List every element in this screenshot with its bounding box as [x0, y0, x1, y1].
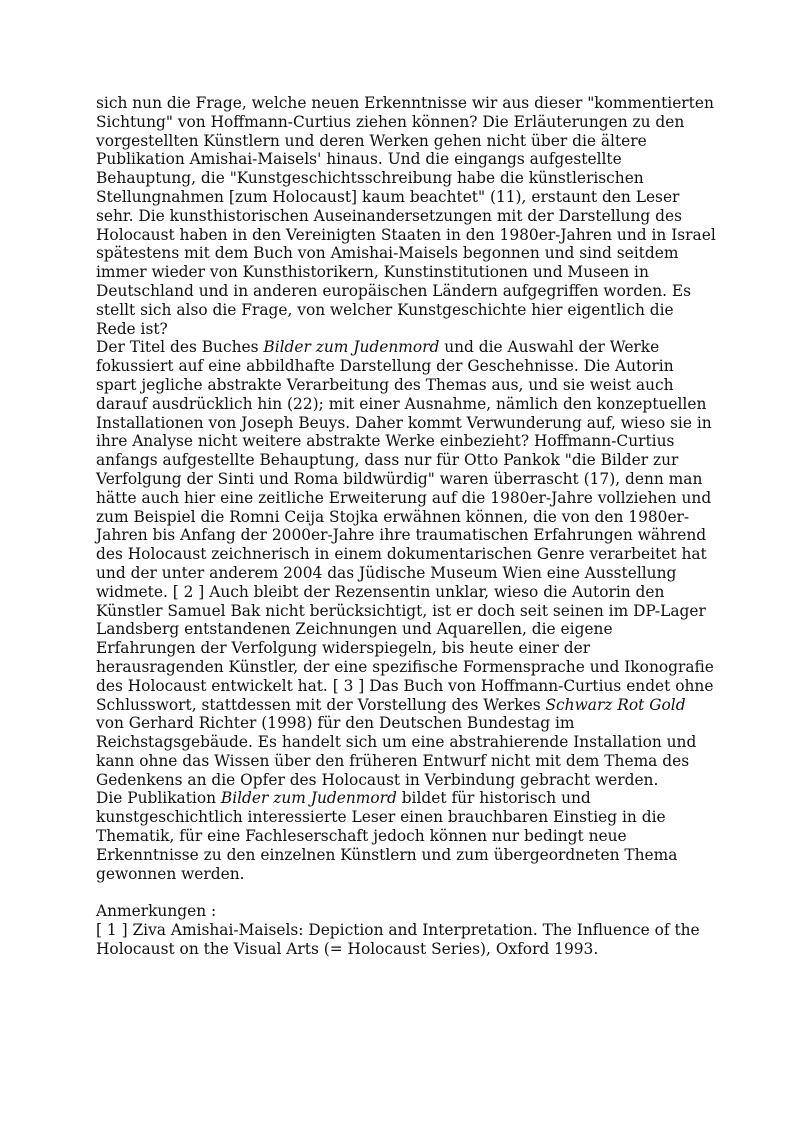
paragraph-2-text-b: und die Auswahl der Werke fokussiert auf eine abbildhafte Darstellung der Geschehnisse. Die Autorin spart jegliche abstrakte Verarbeitung des Themas aus, und sie weist auch darauf ausdrücklich hin (22); mit einer Ausnahme, nämlich den konzeptuellen Installationen von Joseph Beuys. Daher kommt Verwunderung auf, wieso sie in ihre Analyse nicht weitere abstrakte Werke einbezieht? Hoffmann-Curtius anfangs aufgestellte Behauptung, dass nur für Otto Pankok "die Bilder zur Verfolgung der Sinti und Roma bildwürdig" waren überrascht (17), denn man hätte auch hier eine zeitliche Erweiterung auf die 1980er-Jahre vollziehen und zum Beispiel die Romni Ceija Stojka erwähnen können, die von den 1980er-Jahren bis Anfang der 2000er-Jahre ihre traumatischen Erfahrungen während des Holocaust zeichnerisch in einem dokumentarischen Genre verarbeitet hat und der unter anderem 2004 das Jüdische Museum Wien eine Ausstellung widmete. [ 2 ] Auch bleibt der Rezensentin unklar, wieso die Autorin den Künstler Samuel Bak nicht berücksichtigt, ist er doch seit seinen im DP-Lager Landsberg entstandenen Zeichnungen und Aquarellen, die eigene Erfahrungen der Verfolgung widerspiegeln, bis heute einer der herausragenden Künstler, der eine spezifische Formensprache und Ikonografie des Holocaust entwickelt hat. [ 3 ] Das Buch von Hoffmann-Curtius endet ohne Schlusswort, stattdessen mit der Vorstellung des Werkes [96, 338, 714, 714]
paragraph-2 [96, 338, 716, 789]
paragraph-2-text-a: Der Titel des Buches [96, 338, 264, 357]
book-title: Bilder zum Judenmord [220, 789, 397, 808]
footnote-1: [ 1 ] Ziva Amishai-Maisels: Depiction and Interpretation. The Influence of the Holocaust on the Visual Arts (= Holocaust Series), Oxford 1993. [96, 921, 700, 958]
paragraph-1-text: sich nun die Frage, welche neuen Erkenntnisse wir aus dieser "kommentierten Sichtung" von Hoffmann-Curtius ziehen können? Die Erläuterungen zu den vorgestellten Künstlern und deren Werken gehen nicht über die ältere Publikation Amishai-Maisels' hinaus. Und die eingangs aufgestellte Behauptung, die "Kunstgeschichtsschreibung habe die künstlerischen Stellungnahmen [zum Holocaust] kaum beachtet" (11), erstaunt den Leser sehr. Die kunsthistorischen Auseinandersetzungen mit der Darstellung des Holocaust haben in den Vereinigten Staaten in den 1980er-Jahren und in Israel spätestens mit dem Buch von Amishai-Maisels begonnen und sind seitdem immer wieder von Kunsthistorikern, Kunstinstitutionen und Museen in Deutschland und in anderen europäischen Ländern aufgegriffen worden. Es stellt sich also die Frage, von welcher Kunstgeschichte hier eigentlich die Rede ist? [96, 94, 716, 338]
artwork-title: Schwarz Rot Gold [545, 695, 686, 714]
paragraph-2-text-c: von Gerhard Richter (1998) für den Deutschen Bundestag im Reichstagsgebäude. Es handelt sich um eine abstrahierende Installation und kann ohne das Wissen über den früheren Entwurf nicht mit dem Thema des Gedenkens an die Opfer des Holocaust in Verbindung gebracht werden. [96, 714, 697, 789]
section-spacer [96, 883, 716, 902]
notes-heading: Anmerkungen : [96, 902, 217, 921]
paragraph-1 [96, 94, 716, 338]
book-title: Bilder zum Judenmord [263, 338, 440, 357]
paragraph-3-text-b: bildet für historisch und kunstgeschichtlich interessierte Leser einen brauchbaren Einstieg in die Thematik, für eine Fachleserschaft jedoch können nur bedingt neue Erkenntnisse zu den einzelnen Künstlern und zum übergeordneten Thema gewonnen werden. [96, 789, 678, 883]
paragraph-3-text-a: Die Publikation [96, 789, 221, 808]
review-text [96, 94, 716, 959]
paragraph-3 [96, 789, 716, 883]
